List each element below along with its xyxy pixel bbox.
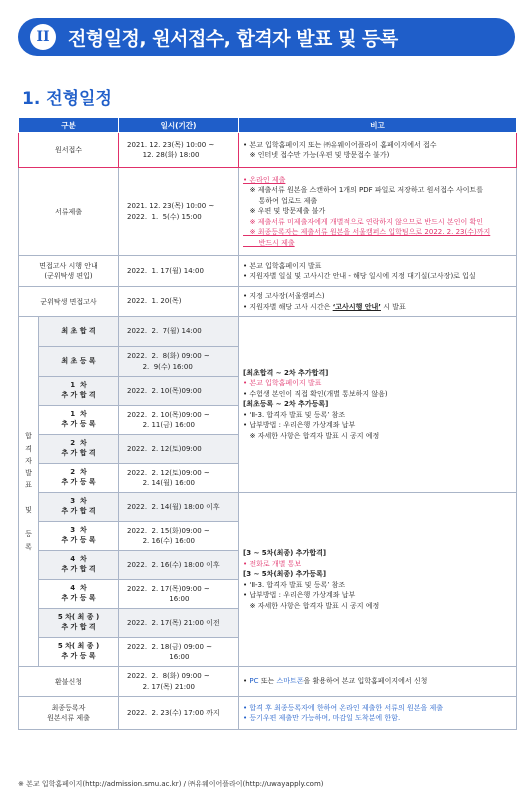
- stage-date: 2022. 2. 16(수) 18:00 이후: [119, 551, 239, 580]
- stage-label: 최 초 합 격: [39, 317, 119, 347]
- stage-label: 1 차 추 가 등 록: [39, 406, 119, 435]
- header-category: 구분: [19, 118, 119, 133]
- stage-date: 2022. 2. 7(월) 14:00: [119, 317, 239, 347]
- banner-title: 전형일정, 원서접수, 합격자 발표 및 등록: [68, 27, 398, 50]
- row-label: 최종등록자 원본서류 제출: [19, 697, 119, 730]
- row-label: 원서접수: [19, 133, 119, 168]
- row-date: 2022. 1. 20(목): [119, 287, 239, 317]
- table-row: [19, 168, 517, 256]
- stage-label: 2 차 추 가 등 록: [39, 464, 119, 493]
- stage-date: 2022. 2. 14(월) 18:00 이후: [119, 493, 239, 522]
- stage-label: 4 차 추 가 등 록: [39, 580, 119, 609]
- row-date: 2022. 2. 23(수) 17:00 까지: [119, 697, 239, 730]
- row-note: • PC 또는 스마트폰을 활용하여 본교 입학홈페이지에서 신청: [239, 667, 517, 697]
- row-note: • 온라인 제출 ※ 제출서류 원본을 스캔하여 1개의 PDF 파일로 저장하고 원서접수 사이트를 통하여 업로드 제출 ※ 우편 및 방문제출 불가 ※ 제출서류 미제출자에게 개별적으로 연락하지 않으므로 반드시 본인이 확인 ※ 최종등록자는 제출서류 원본을 서울캠퍼스 입학팀으로 2022. 2. 23(수)까지 반드시 제출: [239, 168, 517, 256]
- row-label: 군위탁생 면접고사: [19, 287, 119, 317]
- row-label: 서류제출: [19, 168, 119, 256]
- row-note: • 지정 고사장(서울캠퍼스) • 지원자별 해당 고사 시간은 ‘고사시행 안내’ 시 발표: [239, 287, 517, 317]
- table-row: [19, 317, 517, 347]
- stage-date: 2022. 2. 17(목)09:00 ~ 16:00: [119, 580, 239, 609]
- header-date: 일시(기간): [119, 118, 239, 133]
- stage-label: 5 차( 최 종 ) 추 가 합 격: [39, 609, 119, 638]
- table-row: [19, 493, 517, 522]
- section-banner: [18, 18, 515, 56]
- stage-date: 2022. 2. 15(화)09:00 ~ 2. 16(수) 16:00: [119, 522, 239, 551]
- table-row: [19, 256, 517, 287]
- table-row: [19, 287, 517, 317]
- row-date: 2022. 2. 8(화) 09:00 ~ 2. 17(목) 21:00: [119, 667, 239, 697]
- group-note-2: [3 ~ 5차(최종) 추가합격] • 전화로 개별 통보 [3 ~ 5차(최종) 추가등록] • ‘Ⅱ-3. 합격자 발표 및 등록’ 참조 • 납부방법 : 우리은행 가상계좌 납부 ※ 자세한 사항은 합격자 발표 시 공지 예정: [239, 493, 517, 667]
- row-label: 환불신청: [19, 667, 119, 697]
- row-date: 2022. 1. 17(월) 14:00: [119, 256, 239, 287]
- roman-numeral-badge: II: [30, 24, 56, 50]
- stage-date: 2022. 2. 12(토)09:00 ~ 2. 14(월) 16:00: [119, 464, 239, 493]
- group-label-vertical: 합 격 자 발 표 및 등 록: [19, 317, 39, 667]
- stage-date: 2022. 2. 10(목)09:00: [119, 377, 239, 406]
- schedule-table: [18, 117, 517, 730]
- row-date: 2021. 12. 23(목) 10:00 ~ 2022. 1. 5(수) 15:00: [119, 168, 239, 256]
- table-header-row: [19, 118, 517, 133]
- row-label: 면접고사 시행 안내 (군위탁생 편입): [19, 256, 119, 287]
- stage-label: 2 차 추 가 합 격: [39, 435, 119, 464]
- row-note: • 합격 후 최종등록자에 한하여 온라인 제출한 서류의 원본을 제출 • 등기우편 제출만 가능하며, 마감일 도착분에 한함.: [239, 697, 517, 730]
- stage-label: 3 차 추 가 등 록: [39, 522, 119, 551]
- header-note: 비고: [239, 118, 517, 133]
- row-note: • 본교 입학홈페이지 발표 • 지원자별 일실 및 고사시간 안내 - 해당 일시에 지정 대기실(고사장)로 입실: [239, 256, 517, 287]
- stage-date: 2022. 2. 10(목)09:00 ~ 2. 11(금) 16:00: [119, 406, 239, 435]
- footnote: ※ 본교 입학홈페이지(http://admission.smu.ac.kr) / ㈜유웨이어플라이(http://uwayapply.com): [18, 780, 324, 788]
- stage-label: 4 차 추 가 합 격: [39, 551, 119, 580]
- stage-date: 2022. 2. 18(금) 09:00 ~ 16:00: [119, 638, 239, 667]
- stage-date: 2022. 2. 8(화) 09:00 ~ 2. 9(수) 16:00: [119, 347, 239, 377]
- table-row: [19, 133, 517, 168]
- stage-label: 최 초 등 록: [39, 347, 119, 377]
- table-row: [19, 667, 517, 697]
- stage-label: 1 차 추 가 합 격: [39, 377, 119, 406]
- row-date: 2021. 12. 23(목) 10:00 ~ 12. 28(화) 18:00: [119, 133, 239, 168]
- stage-date: 2022. 2. 12(토)09:00: [119, 435, 239, 464]
- stage-label: 3 차 추 가 합 격: [39, 493, 119, 522]
- row-note: • 본교 입학홈페이지 또는 ㈜유웨이어플라이 홈페이지에서 접수 ※ 인터넷 접수만 가능(우편 및 방문접수 불가): [239, 133, 517, 168]
- stage-label: 5 차( 최 종 ) 추 가 등 록: [39, 638, 119, 667]
- group-note-1: [최초합격 ~ 2차 추가합격] • 본교 입학홈페이지 발표 • 수험생 본인이 직접 확인(개별 통보하지 않음) [최초등록 ~ 2차 추가등록] • ‘Ⅱ-3. 합격자 발표 및 등록’ 참조 • 납부방법 : 우리은행 가상계좌 납부 ※ 자세한 사항은 합격자 발표 시 공지 예정: [239, 317, 517, 493]
- table-row: [19, 697, 517, 730]
- stage-date: 2022. 2. 17(목) 21:00 이전: [119, 609, 239, 638]
- section-title: 1. 전형일정: [22, 89, 112, 109]
